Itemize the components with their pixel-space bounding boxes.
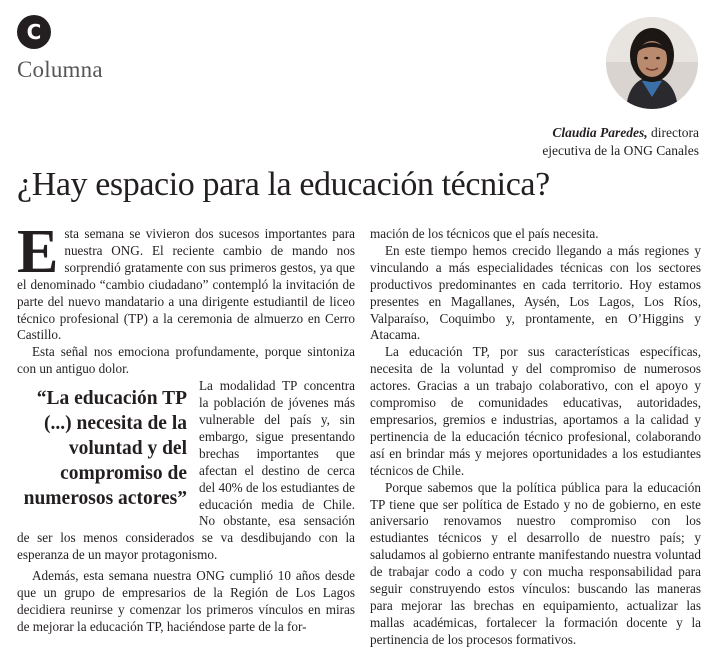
paragraph-5: La educación TP, por sus características específicas, necesita de la voluntad y del compromiso de numerosos actores. Gracias a un trabajo colaborativo, con el apoyo y compromiso de comunidades educativas, autoridades, empresarios, gremios e industrias, aportamos a la calidad y pertinencia de la educación técnico profesional, colaborando así en brindar más y mejores oportunidades a los estudiantes técnicos de Chile. — [370, 344, 701, 478]
author-role-1: directora — [651, 125, 699, 140]
paragraph-1 — [17, 218, 355, 344]
headline: ¿Hay espacio para la educación técnica? — [17, 166, 550, 203]
paragraph-4: En este tiempo hemos crecido llegando a más regiones y vinculando a más especialidades técnicas con los sectores productivos predominantes en cada territorio. Hoy estamos presentes en Magallanes, Aysén, Los Lagos, Los Ríos, Valparaíso, Coquimbo y, prontamente, en O’Higgins y Atacama. — [370, 242, 701, 343]
paragraph-3-continued: mación de los técnicos que el país necesita. — [370, 226, 599, 241]
paragraph-2b: La modalidad TP concentra la población de jóvenes más vulnerable del país y, sin embargo, sigue presentando brechas importantes que afectan el destino de cerca del 40% de los estudiantes de educación media de Chile. No obstante, esa sensación de ser los menos considerados se va desdibujando con la esperanza de un mayor protagonismo. — [17, 378, 355, 563]
section-title: Columna — [17, 57, 103, 82]
pull-quote: “La educación TP (...) necesita de la voluntad y del compromiso de numerosos actores” — [23, 388, 187, 510]
paragraph-2a: Esta señal nos emociona profundamente, porque sintoniza con un antiguo dolor. — [17, 344, 355, 377]
author-byline — [439, 124, 699, 160]
paragraph-3: Además, esta semana nuestra ONG cumplió 10 años desde que un grupo de empresarios de la Región de Los Lagos decidiera reunirse y comenzar los primeros vínculos en miras de mejorar la educación TP, haciéndose parte de la for- — [17, 568, 355, 634]
column-logo: C — [17, 15, 51, 49]
author-photo — [606, 17, 698, 109]
article-column-left — [17, 218, 355, 636]
author-name: Claudia Paredes, — [552, 125, 648, 140]
paragraph-6: Porque sabemos que la política pública para la educación TP tiene que ser política de Estado y no de gobierno, en este aniversario renovamos nuestro compromiso con los estudiantes técnicos y el desarrollo de nuestro país; y saludamos al gobierno entrante manifestando nuestra voluntad de trabajar codo a codo y con mucha responsabilidad para seguir construyendo estos vínculos: buscando las maneras para mejorar las brechas en equipamiento, actualizar las mallas académicas, fortalecer la formación docente y la pertinencia de los procesos formativos. — [370, 479, 701, 647]
paragraph-1-text: sta semana se vivieron dos sucesos importantes para nuestra ONG. El reciente cambio de mando nos sorprendió gratamente con sus primeros gestos, ya que el denominado “cambio ciudadano” contempló la invitación de parte del nuevo mandatario a una dirigente estudiantil de liceo técnico profesional (TP) a la ceremonia de almuerzo en Cerro Castillo. — [17, 226, 355, 343]
author-role-2: ejecutiva de la ONG Canales — [542, 143, 699, 158]
article-column-right — [370, 226, 701, 649]
drop-cap: E — [17, 218, 59, 286]
